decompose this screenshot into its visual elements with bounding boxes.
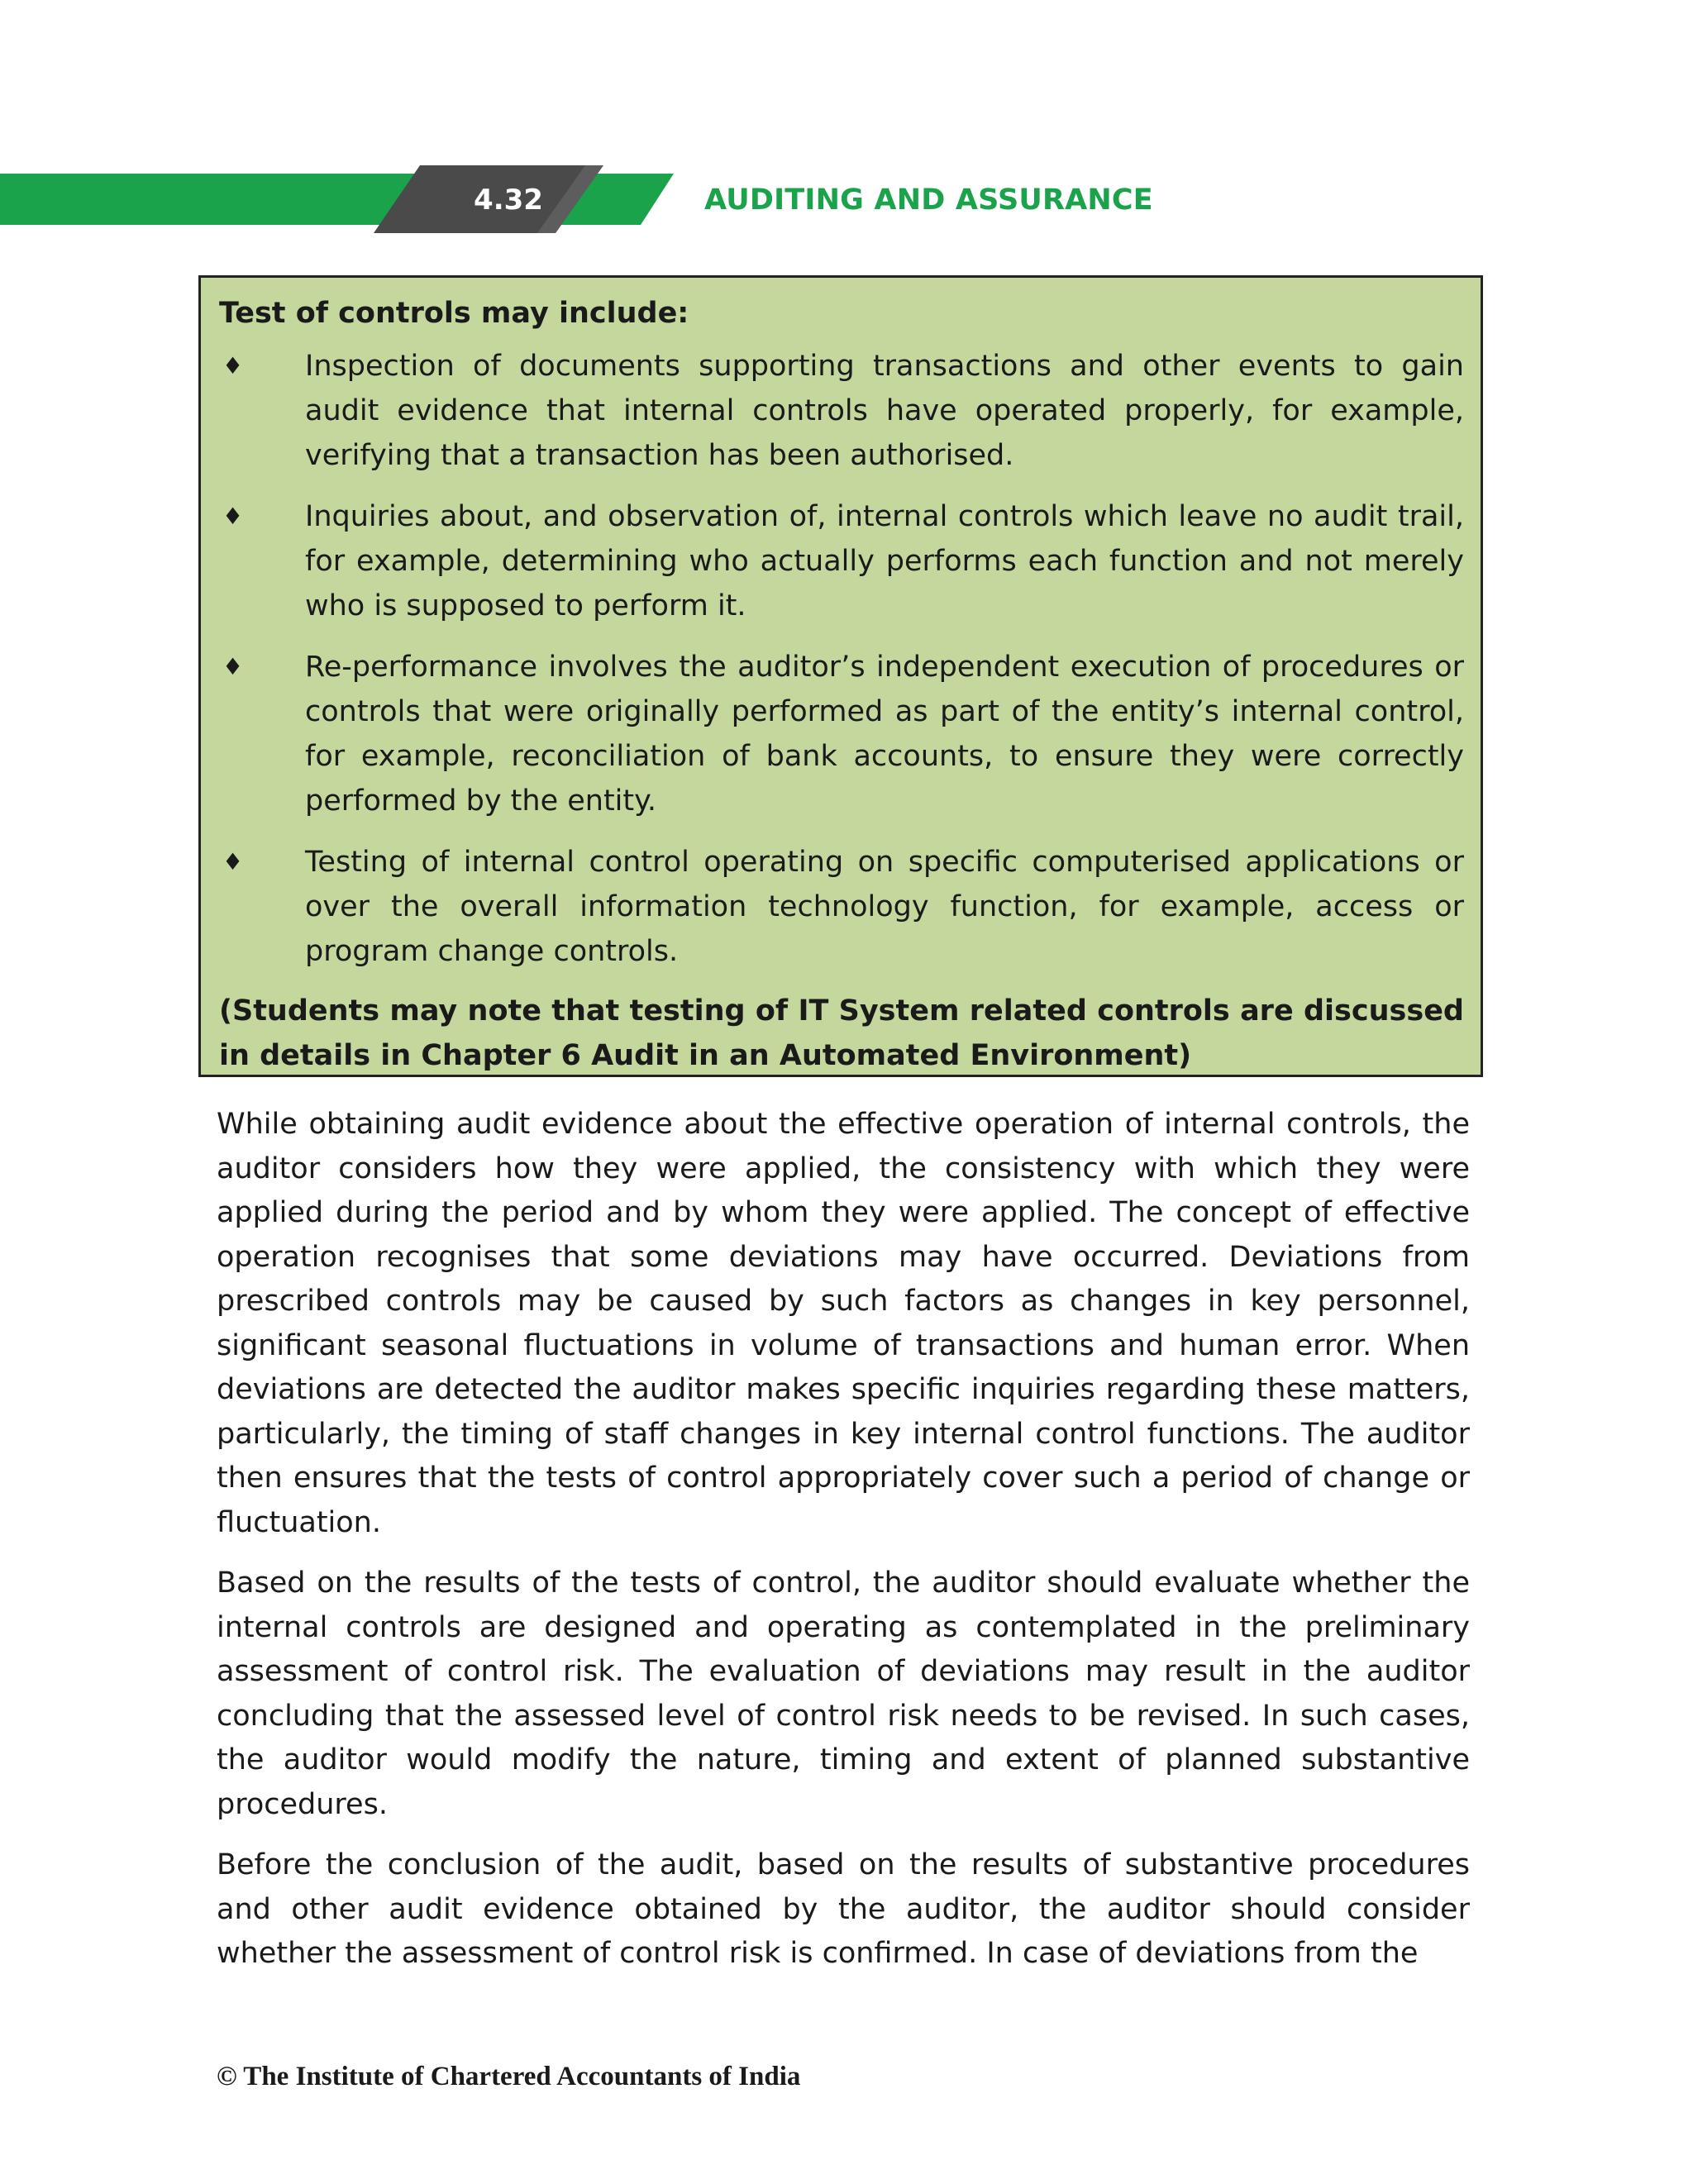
page-number: 4.32 [474, 184, 543, 217]
paragraph: Based on the results of the tests of control, the auditor should evaluate whether the internal controls are designed and operating as contemplated in the preliminary assessment of control risk. The evaluation of deviations may result in the auditor concluding that the assessed level of control risk needs to be revised. In such cases, the auditor would modify the nature, timing and extent of planned substantive procedures. [217, 1566, 1470, 1821]
list-item-text: Re-performance involves the auditor’s independent execution of procedures or controls that were originally performed as part of the entity’s internal control, for example, reconciliation of bank accounts, to ensure they were correctly performed by the entity. [305, 651, 1464, 818]
paragraph: Before the conclusion of the audit, based on the results of substantive procedures and other audit evidence obtained by the auditor, the auditor should consider whether the assessment of control risk is confirmed. In case of deviations from the [217, 1848, 1470, 1970]
list-item-text: Inspection of documents supporting transactions and other events to gain audit evidence that internal controls have operated properly, for example, verifying that a transaction has been authorised. [305, 350, 1464, 472]
list-item [219, 645, 1464, 823]
list-item [219, 840, 1464, 974]
paragraph: While obtaining audit evidence about the effective operation of internal controls, the auditor considers how they were applied, the consistency with which they were applied during the period and by whom they were applied. The concept of effective operation recognises that some deviations may have occurred. Deviations from prescribed controls may be caused by such factors as changes in key personnel, significant seasonal fluctuations in volume of transactions and human error. When deviations are detected the auditor makes specific inquiries regarding these matters, particularly, the timing of staff changes in key internal control functions. The auditor then ensures that the tests of control appropriately cover such a period of change or fluctuation. [217, 1108, 1470, 1539]
box-title: Test of controls may include: [219, 297, 689, 330]
test-of-controls-box [198, 275, 1483, 1077]
list-item-text: Testing of internal control operating on specific computerised applications or over the overall information technology function, for example, access or program change controls. [305, 846, 1464, 968]
list-item-text: Inquiries about, and observation of, internal controls which leave no audit trail, for example, determining who actually performs each function and not merely who is supposed to perform it. [305, 500, 1464, 622]
list-item [219, 494, 1464, 628]
diamond-bullet-icon: ♦ [222, 653, 244, 680]
diamond-bullet-icon: ♦ [222, 503, 244, 530]
footer-copyright: © The Institute of Chartered Accountants of India [217, 2062, 801, 2091]
box-note: (Students may note that testing of IT System related controls are discussed in details in Chapter 6 Audit in an Automated Environment) [219, 994, 1464, 1072]
list-item [219, 344, 1464, 478]
bullet-list [219, 344, 1464, 974]
running-head: AUDITING AND ASSURANCE [704, 184, 1153, 217]
body-text [217, 1103, 1470, 1993]
diamond-bullet-icon: ♦ [222, 352, 244, 379]
diamond-bullet-icon: ♦ [222, 848, 244, 875]
